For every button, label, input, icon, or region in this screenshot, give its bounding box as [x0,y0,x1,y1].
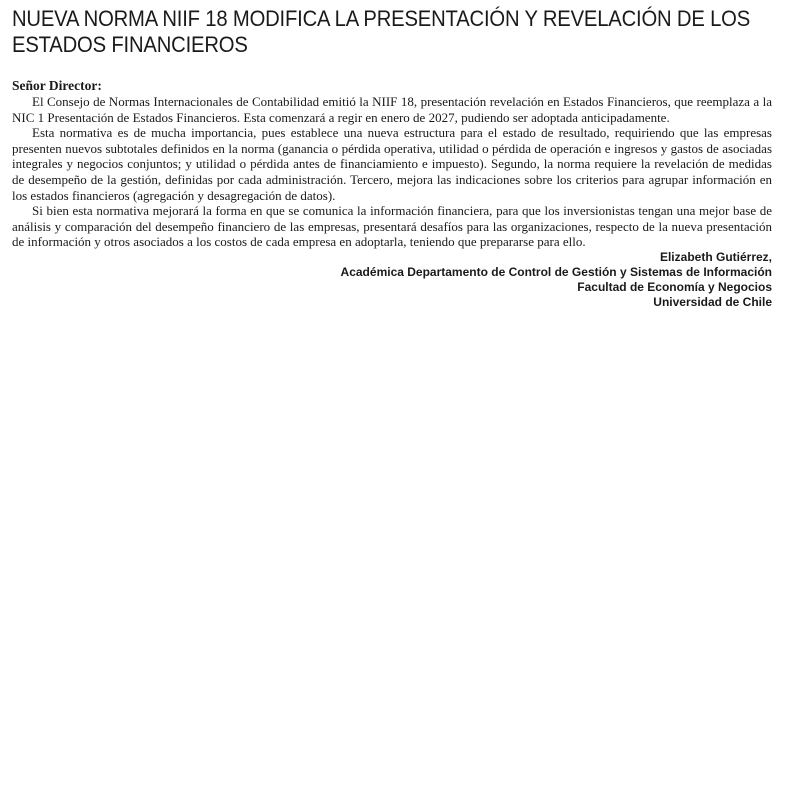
headline: NUEVA NORMA NIIF 18 MODIFICA LA PRESENTACIÓN Y REVELACIÓN DE LOS ESTADOS FINANCIEROS [12,6,751,57]
paragraph-2: Esta normativa es de mucha importancia, pues establece una nueva estructura para el estado de resultado, requiriendo que las empresas presenten nuevos subtotales definidos en la norma (ganancia o pérdida operativa, utilidad o pérdida de operación e ingresos y gastos de asociadas integrales y negocios conjuntos; y utilidad o pérdida antes de financiamiento e impuesto). Segundo, la norma requiere la revelación de medidas de desempeño de la gestión, definidas por cada administración. Tercero, mejora las indicaciones sobre los criterios para agrupar información en los estados financieros (agregación y desagregación de datos). [12,125,772,203]
signature-block [12,250,772,310]
signature-faculty: Facultad de Economía y Negocios [577,279,772,294]
signature-position: Académica Departamento de Control de Gestión y Sistemas de Información [340,264,772,279]
paragraph-3: Si bien esta normativa mejorará la forma en que se comunica la información financiera, para que los inversionistas tengan una mejor base de análisis y comparación del desempeño financiero de las empresas, presentará desafíos para las organizaciones, respecto de la nueva presentación de información y otros asociados a los costos de cada empresa en adoptarla, teniendo que prepararse para ello. [12,203,772,250]
signature-university: Universidad de Chile [653,294,772,309]
letter-body [12,94,772,250]
letter-to-editor [12,6,772,310]
signature-name: Elizabeth Gutiérrez, [659,249,772,264]
salutation: Señor Director: [12,78,102,93]
paragraph-1: El Consejo de Normas Internacionales de Contabilidad emitió la NIIF 18, presentación revelación en Estados Financieros, que reemplaza a la NIC 1 Presentación de Estados Financieros. Esta comenzará a regir en enero de 2027, pudiendo ser adoptada anticipadamente. [12,94,772,125]
